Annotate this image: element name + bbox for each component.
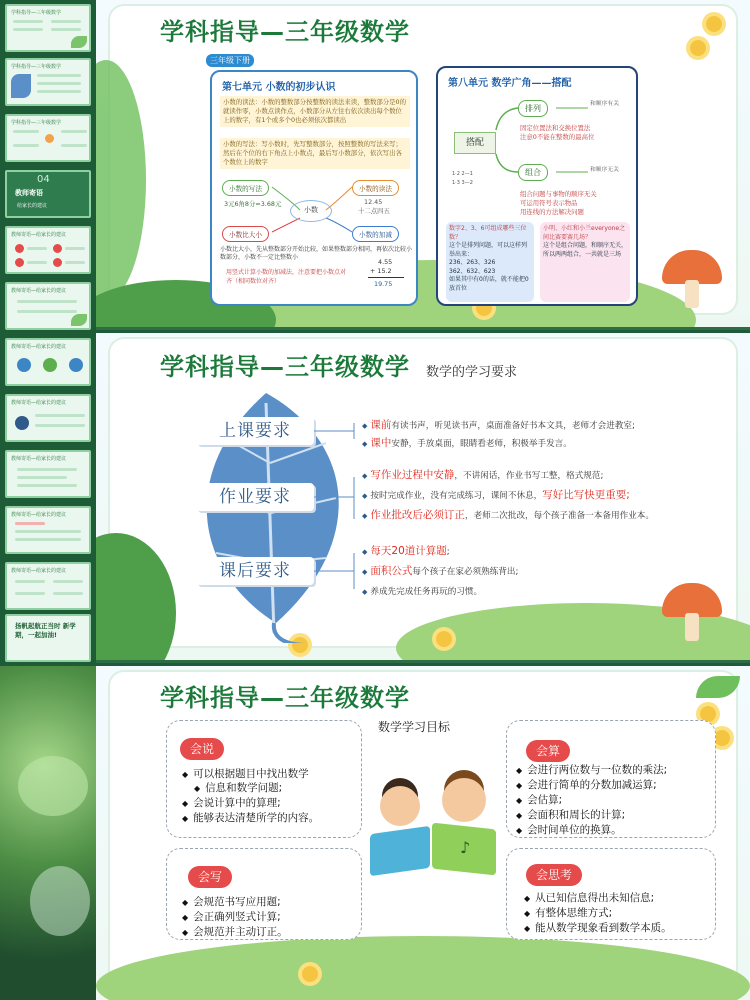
thumbnail-12[interactable] [5,614,91,662]
comb-answer: 这个是组合问题，和顺序无关，所以两两组合，一共就是三场 [543,242,628,258]
slide-2[interactable] [96,333,750,663]
write-item-3: ◆ 会规范并主动订正。 [182,926,288,939]
combination-example [540,222,630,302]
compare-note: 小数比大小，先从整数部分开始比较，如果整数部分相同，再依次比较小数部分，小数不一定比整数小 [220,246,413,261]
speak-item-1: ◆ 可以根据题目中找出数学 [182,768,309,781]
decorative-leaf-photo [0,666,110,1000]
grade-tag: 三年级下册 [206,54,254,67]
kid-girl-head [380,786,420,826]
speak-item-2: ◆ 会说计算中的算理; [182,797,281,810]
decimal-reading-rule: 小数的读法：小数的整数部分按整数的读法来读，整数部分是0的就读作零，小数点读作点，小数部分从左往右依次读出每个数位上的数字，有1个或多个0也必须依次都读出 [220,96,410,127]
after-item-2: ◆ 面积公式每个孩子在家必须熟练背出; [362,565,519,577]
calc-item-1: ◆ 会进行两位数与一位数的乘法; [516,764,667,777]
perm-note: 和顺序有关 [590,101,619,107]
flower-icon [714,730,730,746]
slide-1[interactable] [96,0,750,330]
label-homework-requirements: 作业要求 [196,483,314,511]
comb-method-3: 用连线的方法解决问题 [520,208,584,216]
decimal-writing-rule: 小数的写法：写小数时，先写整数部分，按照整数的写法来写；然后在个位的右下角点上小数点，最后写小数部分，依次写出各个数位上的数字 [220,138,410,169]
thumbnail-5[interactable] [5,226,91,274]
comb-method: 组合问题与事物的顺序无关 [520,190,597,198]
slide-title: 学科指导—三年级数学 [160,353,410,381]
leaf-icon [71,36,87,48]
unit7-card [210,70,418,306]
perm-tip: 如果其中有0的话，就不能把0放首位 [449,276,529,292]
thumbnail-7[interactable] [5,338,91,386]
speak-item-3: ◆ 能够表达清楚所学的内容。 [182,812,319,825]
thumbnail-title: 教师寄语—给家长的建议 [11,288,67,294]
thumbnail-title: 教师寄语—给家长的建议 [11,568,67,574]
think-item-2: ◆ 有整体思维方式; [524,907,612,920]
perm-numbers-1: 236、263、326 [449,259,496,266]
kids-icon [45,134,54,143]
thumbnail-title: 学科指导—三年级数学 [11,10,62,16]
thumbnail-title: 教师寄语—给家长的建议 [11,456,67,462]
class-item-1: ◆ 课前有读书声，听见读书声，桌面准备好书本文具，老师才会进教室; [362,419,635,431]
label-class-requirements: 上课要求 [196,417,314,445]
badge-calc: 会算 [526,740,570,762]
perm-question: 数字2、3、6可组成哪些三位数？ [449,225,527,241]
calc-item-2: ◆ 会进行简单的分数加减运算; [516,779,657,792]
thumbnail-11[interactable] [5,562,91,610]
slide-3[interactable] [96,666,750,1000]
label-after-class-requirements: 课后要求 [196,557,314,585]
node-permutation: 排列 [518,100,548,117]
calc-item-5: ◆ 会时间单位的换算。 [516,824,622,837]
thumbnail-8[interactable] [5,394,91,442]
reading-kids-illustration [370,778,500,888]
homework-item-3: ◆ 作业批改后必须订正，老师二次批改，每个孩子准备一本备用作业本。 [362,509,654,521]
homework-item-2: ◆ 按时完成作业，没有完成练习，课间不休息，写好比写快更重要; [362,489,630,501]
thumbnail-4[interactable] [5,170,91,218]
flower-icon [690,40,706,56]
thumbnail-6[interactable] [5,282,91,330]
comb-note: 和顺序无关 [590,167,619,173]
unit8-card [436,66,638,306]
thumbnail-title: 教师寄语—给家长的建议 [11,400,67,406]
calc-result: 19.75 [374,280,393,288]
thumbnail-subtitle: 给家长的建议 [17,203,48,209]
permutation-example [446,222,534,302]
book-icon [370,826,430,876]
node-decimal-add: 小数的加减 [352,226,399,242]
perm-answer: 这个是排列问题，可以这样列举出来： [449,242,528,258]
calc-item-3: ◆ 会估算; [516,794,562,807]
badge-speak: 会说 [180,738,224,760]
node-decimal-reading: 小数的读法 [352,180,399,196]
node-decimal-writing: 小数的写法 [222,180,269,196]
flower-icon [302,966,318,982]
write-item-2: ◆ 会正确列竖式计算; [182,911,281,924]
thumbnail-title: 学科指导—三年级数学 [11,64,62,70]
reading-example-words: 十二点四五 [358,207,390,215]
slide-title: 学科指导—三年级数学 [160,684,410,712]
kid-boy-head [442,778,486,822]
after-item-3: ◆ 养成先完成任务再玩的习惯。 [362,587,483,597]
music-note-icon: ♪ [460,838,471,857]
think-item-1: ◆ 从已知信息得出未知信息; [524,892,654,905]
slide-subtitle: 数学的学习要求 [426,365,518,380]
thumbnail-3[interactable] [5,114,91,162]
flower-icon [436,631,452,647]
arrangement-sketch: 1·2 2—1 1·3 3—2 [452,171,473,186]
perm-numbers-2: 362、632、623 [449,267,496,275]
perm-method: 固定位置法和交换位置法 [520,124,591,132]
leaf-icon [11,74,31,98]
calc-item-4: ◆ 会面积和周长的计算; [516,809,625,822]
slide-subtitle: 数学学习目标 [378,720,451,734]
slide-title: 学科指导—三年级数学 [160,18,410,46]
comb-question: 小明、小红和小兰everyone之间比赛要赛几场？ [543,225,626,241]
thumbnail-title: 扬帆起航正当时 新学期，一起加油! [15,622,76,639]
unit8-title: 第八单元 数学广角——搭配 [448,78,572,89]
center-node-decimal: 小数 [290,200,332,222]
thumbnail-1[interactable] [5,4,91,52]
write-item-1: ◆ 会规范书写应用题; [182,896,281,909]
thumbnail-title: 教师寄语—给家长的建议 [11,344,67,350]
flower-icon [706,16,722,32]
calc-line-1: 4.55 [378,258,393,266]
after-item-1: ◆ 每天20道计算题; [362,545,450,557]
calc-line-2: + 15.2 [370,267,392,275]
class-item-2: ◆ 课中安静，手放桌面，眼睛看老师，积极举手发言。 [362,437,572,449]
thumbnail-2[interactable] [5,58,91,106]
thumbnail-title: 教师寄语—给家长的建议 [11,512,67,518]
center-node-arrangement: 搭配 [454,132,496,154]
badge-think: 会思考 [526,864,582,886]
mushroom-stem [685,613,699,641]
thumbnail-title: 学科指导—三年级数学 [11,120,62,126]
think-item-3: ◆ 能从数学现象看到数学本质。 [524,922,672,935]
thumbnail-10[interactable] [5,506,91,554]
thumbnail-number: 04 [37,174,50,185]
unit7-title: 第七单元 小数的初步认识 [222,82,336,93]
speak-item-1b: ◆ 信息和数学问题; [194,782,282,795]
mushroom-stem [685,280,699,308]
badge-write: 会写 [188,866,232,888]
node-decimal-compare: 小数比大小 [222,226,269,242]
node-combination: 组合 [518,164,548,181]
add-note: 用竖式计算小数的加减法，注意要把小数点对齐（相同数位对齐） [226,269,347,285]
perm-method-2: 注意0不能在整数的最高位 [520,133,595,141]
writing-example: 3元6角8分=3.68元 [224,200,282,208]
thumbnail-title: 教师寄语—给家长的建议 [11,232,67,238]
slide-thumbnail-panel [0,0,96,665]
thumbnail-title: 教师寄语 [15,189,43,197]
thumbnail-9[interactable] [5,450,91,498]
homework-item-1: ◆ 写作业过程中安静，不讲闲话，作业书写工整，格式规范; [362,469,604,481]
comb-method-2: 可运用符号表示物品 [520,199,578,207]
reading-example: 12.45 [364,198,383,206]
